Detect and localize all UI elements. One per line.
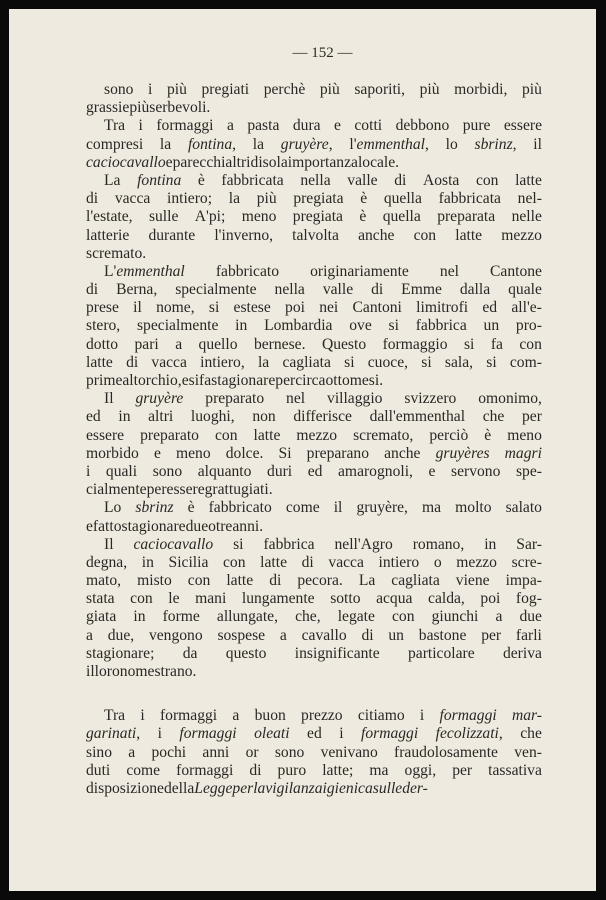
paragraph xyxy=(86,263,542,390)
text-line: il loro nome strano. xyxy=(86,663,197,680)
paragraph xyxy=(86,81,542,117)
text-line: grassi e più serbevoli. xyxy=(86,99,211,117)
text-line: ed in altri luoghi, non differisce dall'emmenthal che per xyxy=(86,408,542,426)
text-line: compresi la fontina, la gruyère, l'emmenthal, lo sbrinz, il xyxy=(86,135,542,153)
text-line: di vacca intiero; la più pregiata è quella fabbricata nel- xyxy=(86,190,542,208)
text-line: morbido e meno dolce. Si preparano anche gruyères magri xyxy=(86,444,542,462)
text-line: latte di vacca intiero, la cagliata si cuoce, si sala, si com- xyxy=(86,353,542,371)
text-line: Tra i formaggi a pasta dura e cotti debbono pure essere xyxy=(104,117,542,135)
text-line: Tra i formaggi a buon prezzo citiamo i formaggi mar- xyxy=(104,707,542,725)
text-line: sono i più pregiati perchè più saporiti, più morbidi, più xyxy=(104,81,542,98)
paragraph xyxy=(86,707,542,798)
text-line: stata con le mani lungamente sotto acqua calda, poi fog- xyxy=(86,590,542,608)
paragraph xyxy=(86,390,542,499)
text-line: disposizione della Legge per la vigilanza igienica sulle der- xyxy=(86,779,428,797)
paragraph xyxy=(86,499,542,535)
paragraph xyxy=(86,117,542,172)
text-line: Il caciocavallo si fabbrica nell'Agro romano, in Sar- xyxy=(104,535,542,553)
paragraph xyxy=(86,172,542,263)
text-line: stagionare; da questo insignificante particolare deriva xyxy=(86,644,542,662)
paragraph-gap xyxy=(86,681,542,707)
text-line: sino a pochi anni or sono venivano fraudolosamente ven- xyxy=(86,743,542,761)
paragraph xyxy=(86,536,542,682)
text-line: scremato. xyxy=(86,244,147,262)
text-line: prese il nome, si estese poi nei Cantoni limitrofi ed all'e- xyxy=(86,299,542,317)
text-line: a due, vengono sospese a cavallo di un bastone per farli xyxy=(86,626,542,644)
text-line: cialmente per essere grattugiati. xyxy=(86,481,273,499)
body-text xyxy=(86,81,542,798)
text-line: dotto pari a quello bernese. Questo formaggio si fa con xyxy=(86,335,542,353)
text-line: duti come formaggi di puro latte; ma oggi, per tassativa xyxy=(86,761,542,779)
text-line: La fontina è fabbricata nella valle di Aosta con latte xyxy=(104,171,542,189)
text-line: Lo sbrinz è fabbricato come il gruyère, ma molto salato xyxy=(104,499,542,517)
book-page xyxy=(9,9,596,891)
text-line: latterie durante l'inverno, talvolta anche con latte mezzo xyxy=(86,226,542,244)
text-line: Il gruyère preparato nel villaggio svizzero omonimo, xyxy=(104,390,542,408)
text-line: giata in forme allungate, che, legate con giunchi a due xyxy=(86,608,542,626)
text-line: prime al torchio, e si fa stagionare per circa otto mesi. xyxy=(86,372,384,389)
text-line: mato, misto con latte di pecora. La cagliata viene impa- xyxy=(86,572,542,590)
text-line: l'estate, sulle A'pi; meno pregiata è quella preparata nelle xyxy=(86,208,542,226)
text-line: e fatto stagionare due o tre anni. xyxy=(86,517,264,535)
text-line: caciocavallo e parecchi altri di sola importanza locale. xyxy=(86,153,400,171)
text-line: i quali sono alquanto duri ed amarognoli, e servono spe- xyxy=(86,462,542,480)
text-line: stero, specialmente in Lombardia ove si fabbrica un pro- xyxy=(86,317,542,335)
text-line: essere preparato con latte mezzo scremato, perciò è meno xyxy=(86,426,542,444)
text-line: L'emmenthal fabbricato originariamente nel Cantone xyxy=(104,262,542,280)
text-line: di Berna, specialmente nella valle di Emme dalla quale xyxy=(86,281,542,299)
text-line: garinati, i formaggi oleati ed i formaggi fecolizzati, che xyxy=(86,725,542,743)
page-number: — 152 — xyxy=(292,45,353,61)
text-line: degna, in Sicilia con latte di vacca intiero o mezzo scre- xyxy=(86,553,542,571)
